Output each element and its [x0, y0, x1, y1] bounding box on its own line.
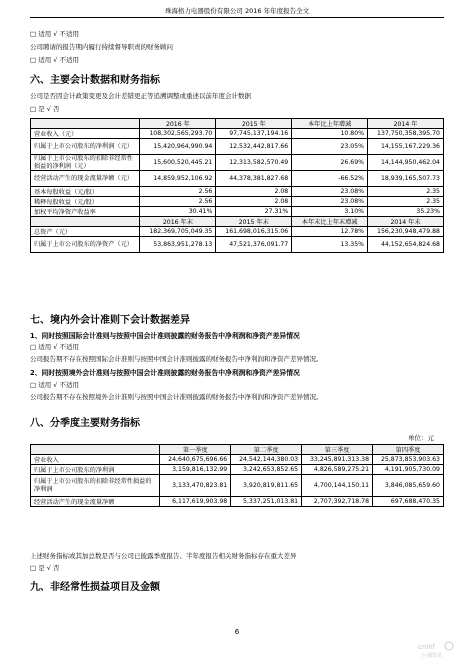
table-header-row: 2016 年 2015 年 本年比上年增减 2014 年 [31, 119, 444, 129]
page-number: 6 [234, 628, 240, 636]
subsection-heading: 1、同时按照国际会计准则与按照中国会计准则披露的财务报告中净利润和净资产差异情况 [30, 332, 300, 340]
text-line: 公司报告期不存在按照境外会计准则与按照中国会计准则披露的财务报告中净利润和净资产差异情况。 [30, 393, 323, 401]
header-rule [30, 17, 444, 18]
quarterly-table [30, 444, 444, 507]
cninfo-watermark-logo [416, 640, 456, 660]
subsection-heading: 2、同时按照境外会计准则与按照中国会计准则披露的财务报告中净利润和净资产差异情况 [30, 369, 300, 377]
key-data-table [30, 118, 444, 253]
table-row: 总资产（元） 182,369,705,049.35 161,698,016,315.06 12.78% 156,230,948,479.88 [31, 227, 444, 237]
table-row: 加权平均净资产收益率 30.41% 27.31% 3.10% 35.23% [31, 207, 444, 217]
table-row: 归属于上市公司股东的净资产（元） 53,863,951,278.13 47,521,376,091.77 13.35% 44,152,654,824.68 [31, 237, 444, 253]
section-heading: 八、分季度主要财务指标 [30, 418, 140, 429]
unit-label: 单位：元 [408, 434, 434, 442]
table-header-row: 第一季度 第二季度 第三季度 第四季度 [31, 445, 444, 455]
text-line: 公司聘请的报告期内履行持续督导职责的财务顾问 [30, 43, 173, 51]
svg-text:cninf: cninf [418, 643, 436, 651]
table-row: 归属于上市公司股东的净利润 3,159,816,132.99 3,242,653,852.65 4,826,589,275.21 4,191,905,730.09 [31, 465, 444, 475]
text-line: 公司报告期不存在按照国际会计准则与按照中国会计准则披露的财务报告中净利润和净资产差异情况。 [30, 355, 323, 363]
choice-line: □ 是 √ 否 [30, 105, 60, 113]
section-heading: 七、境内外会计准则下会计数据差异 [30, 315, 190, 326]
table-header-row: 2016 年末 2015 年末 本年末比上年末增减 2014 年末 [31, 217, 444, 227]
choice-line: □ 适用 √ 不适用 [30, 30, 79, 38]
section-heading: 九、非经常性损益项目及金额 [30, 582, 160, 593]
table-row: 基本每股收益（元/股） 2.56 2.08 23.08% 2.35 [31, 187, 444, 197]
table-row: 经营活动产生的现金流量净额 6,117,619,903.98 5,337,251,013.81 2,707,392,718.78 697,688,470.35 [31, 497, 444, 507]
section-heading: 六、主要会计数据和财务指标 [30, 75, 160, 86]
choice-line: □ 是 √ 否 [30, 564, 60, 572]
choice-line: □ 适用 √ 不适用 [30, 56, 79, 64]
table-row: 归属于上市公司股东的扣除非经常性损益的净利润 3,133,470,823.81 3,920,819,811.65 4,700,144,150.11 3,846,085,659.60 [31, 475, 444, 497]
text-line: 上述财务指标或其加总数是否与公司已披露季度报告、半年度报告相关财务指标存在重大差异 [30, 552, 297, 560]
choice-line: □ 适用 √ 不适用 [30, 381, 79, 389]
table-row: 营业收入 24,640,675,696.66 24,542,144,380.03 33,245,891,313.38 25,873,853,903.63 [31, 455, 444, 465]
choice-line: □ 适用 √ 不适用 [30, 343, 79, 351]
text-line: 公司是否因会计政策变更及会计差错更正等追溯调整或重述以前年度会计数据 [30, 92, 251, 100]
svg-text:巨潮资讯: 巨潮资讯 [422, 653, 443, 659]
page-header: 珠海格力电器股份有限公司 2016 年年度报告全文 [164, 7, 310, 15]
table-row: 稀释每股收益（元/股） 2.56 2.08 23.08% 2.35 [31, 197, 444, 207]
table-row: 经营活动产生的现金流量净额（元） 14,859,952,106.92 44,378,381,827.68 -66.52% 18,939,165,507.73 [31, 171, 444, 187]
table-row: 归属于上市公司股东的扣除非经常性损益的净利润（元） 15,600,520,445.21 12,313,582,570.49 26.69% 14,144,950,462.04 [31, 155, 444, 171]
table-row: 营业收入（元） 108,302,565,293.70 97,745,137,194.16 10.80% 137,750,358,395.70 [31, 129, 444, 139]
table-row: 归属于上市公司股东的净利润（元） 15,420,964,990.94 12,532,442,817.66 23.05% 14,155,167,229.36 [31, 139, 444, 155]
